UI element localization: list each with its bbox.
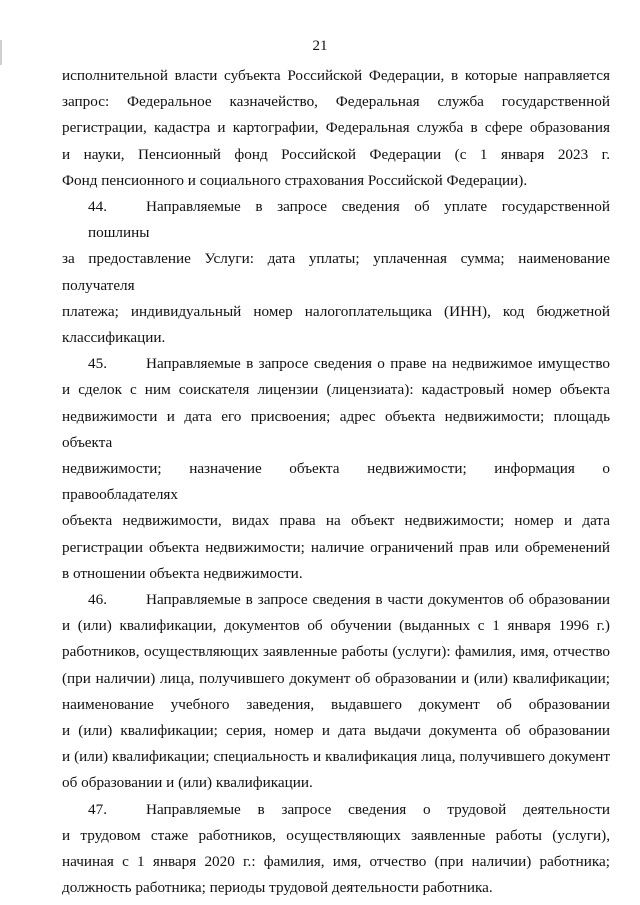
- paragraph-line: Направляемые в запросе сведения о трудовой деятельности: [146, 800, 610, 818]
- page-number: 21: [312, 38, 328, 54]
- paragraph-line: запрос: Федеральное казначейство, Федеральная служба государственной: [62, 93, 610, 111]
- paragraph-line: исполнительной власти субъекта Российской Федерации, в которые направляется: [62, 67, 610, 84]
- numbered-paragraph: [62, 587, 610, 797]
- paragraph-line: и (или) квалификации; специальность и квалификация лица, получившего документ: [62, 748, 610, 766]
- paragraph-line: и трудовом стаже работников, осуществляющих заявленные работы (услуги),: [62, 826, 610, 844]
- numbered-paragraph: [62, 797, 610, 902]
- paragraph-line: и (или) квалификации; серия, номер и дата выдачи документа об образовании: [62, 722, 610, 740]
- paragraph-number: 44.: [88, 198, 107, 216]
- paragraph-line: за предоставление Услуги: дата уплаты; уплаченная сумма; наименование получателя: [62, 250, 610, 294]
- paragraph-number: 47.: [88, 800, 107, 818]
- paragraph-line: начиная с 1 января 2020 г.: фамилия, имя, отчество (при наличии) работника;: [62, 853, 610, 871]
- numbered-paragraph: [62, 351, 610, 587]
- paragraph-number: 46.: [88, 591, 107, 609]
- paragraph-line: платежа; индивидуальный номер налогоплательщика (ИНН), код бюджетной: [62, 302, 610, 320]
- paragraph-line: работников, осуществляющих заявленные работы (услуги): фамилия, имя, отчество: [62, 643, 610, 661]
- document-body: [62, 63, 610, 902]
- paragraph-line: и (или) квалификации, документов об обучении (выданных с 1 января 1996 г.): [62, 617, 610, 635]
- paragraph-line: Направляемые в запросе сведения о праве на недвижимое имущество: [146, 355, 610, 373]
- paragraph-line: в отношении объекта недвижимости.: [62, 564, 303, 582]
- paragraph-line: регистрации, кадастра и картографии, Федеральная служба в сфере образования: [62, 119, 610, 137]
- paragraph-line: (при наличии) лица, получившего документ об образовании и (или) квалификации;: [62, 669, 610, 687]
- paragraph-line: об образовании и (или) квалификации.: [62, 774, 313, 792]
- numbered-paragraph: [62, 194, 610, 351]
- paragraph-line: Фонд пенсионного и социального страхования Российской Федерации).: [62, 171, 528, 189]
- paragraph-line: регистрации объекта недвижимости; наличие ограничений прав или обременений: [62, 538, 610, 556]
- paragraph-line: классификации.: [62, 329, 166, 347]
- paragraph-line: недвижимости и дата его присвоения; адрес объекта недвижимости; площадь объекта: [62, 407, 610, 451]
- paragraph-line: и сделок с ним соискателя лицензии (лицензиата): кадастровый номер объекта: [62, 381, 610, 399]
- paragraph-line: должность работника; периоды трудовой деятельности работника.: [62, 879, 493, 897]
- paragraph-line: Направляемые в запросе сведения в части документов об образовании: [146, 591, 610, 609]
- paragraph-line: Направляемые в запросе сведения об уплате государственной пошлины: [88, 198, 610, 242]
- continuation-paragraph: [62, 63, 610, 194]
- paragraph-line: недвижимости; назначение объекта недвижимости; информация о правообладателях: [62, 460, 610, 504]
- paragraph-line: наименование учебного заведения, выдавшего документ об образовании: [62, 695, 610, 713]
- paragraph-line: и науки, Пенсионный фонд Российской Федерации (с 1 января 2023 г.: [62, 145, 610, 163]
- paragraph-line: объекта недвижимости, видах права на объект недвижимости; номер и дата: [62, 512, 610, 530]
- paragraph-number: 45.: [88, 355, 107, 373]
